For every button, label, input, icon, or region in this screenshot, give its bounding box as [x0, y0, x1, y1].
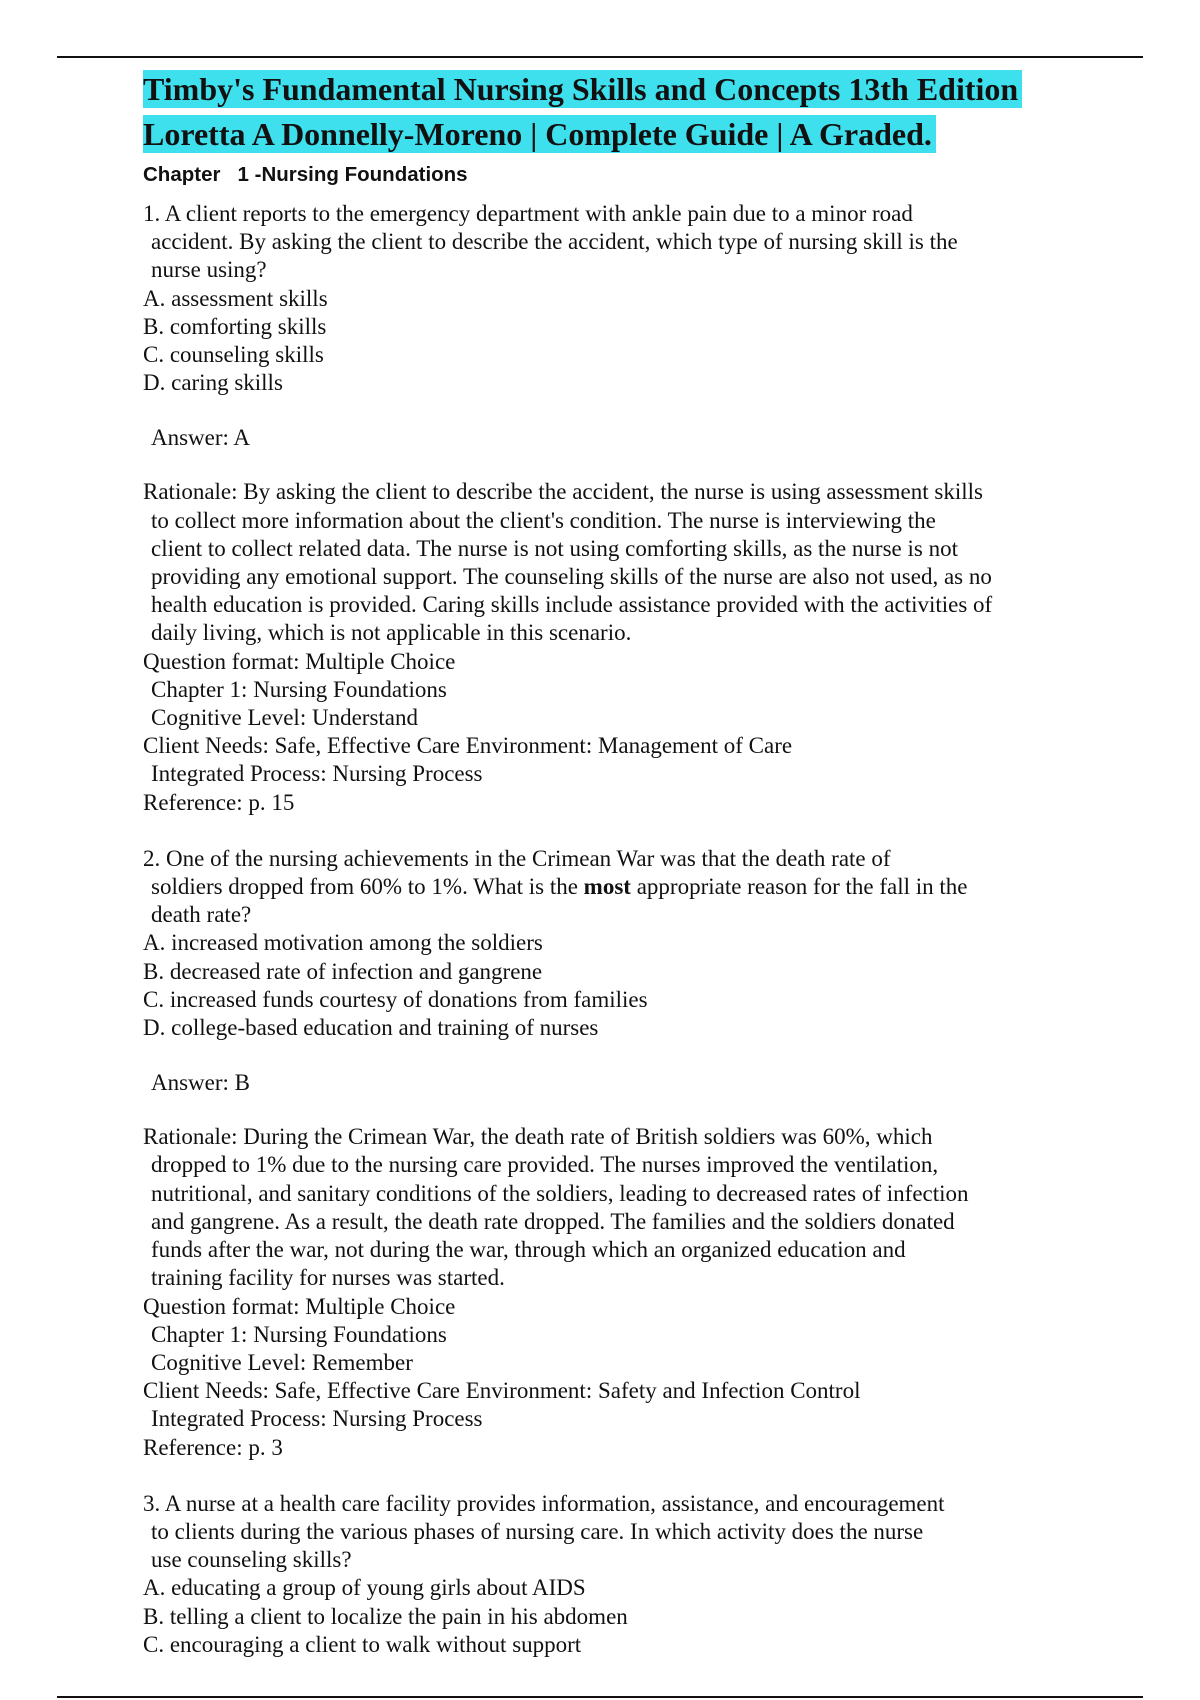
rationale-line: health education is provided. Caring skills include assistance provided with the activities of	[151, 592, 993, 618]
answer-option: A. educating a group of young girls about AIDS	[143, 1575, 586, 1601]
question-stem-line: to clients during the various phases of nursing care. In which activity does the nurse	[151, 1518, 924, 1544]
integrated-process: Integrated Process: Nursing Process	[151, 761, 483, 787]
stem-text: soldiers dropped from 60% to 1%. What is the	[151, 874, 584, 900]
question-stem-line: 3. A nurse at a health care facility provides information, assistance, and encouragement	[143, 1490, 945, 1516]
question-stem-line: accident. By asking the client to describe the accident, which type of nursing skill is the	[151, 229, 958, 255]
question-format: Question format: Multiple Choice	[143, 648, 456, 674]
question-stem-line: death rate?	[151, 902, 252, 928]
answer-option: D. caring skills	[143, 370, 283, 396]
question-format: Question format: Multiple Choice	[143, 1293, 456, 1319]
rationale-line: nutritional, and sanitary conditions of the soldiers, leading to decreased rates of infection	[151, 1180, 969, 1206]
rationale-line: training facility for nurses was started.	[151, 1265, 505, 1291]
rationale-line: providing any emotional support. The counseling skills of the nurse are also not used, as no	[151, 564, 992, 590]
rationale-line: Rationale: By asking the client to describe the accident, the nurse is using assessment skills	[143, 479, 983, 505]
question-3	[143, 1490, 1088, 1659]
rationale	[143, 1123, 1088, 1292]
question-chapter: Chapter 1: Nursing Foundations	[151, 1321, 447, 1347]
answer-option: C. encouraging a client to walk without support	[143, 1631, 582, 1657]
answer-option: B. decreased rate of infection and gangrene	[143, 958, 543, 984]
question-stem-line: use counseling skills?	[151, 1547, 352, 1573]
title-line-1: Timby's Fundamental Nursing Skills and Concepts 13th Edition	[143, 70, 1022, 108]
answer-option: A. increased motivation among the soldiers	[143, 930, 543, 956]
rationale-line: to collect more information about the client's condition. The nurse is interviewing the	[151, 507, 936, 533]
client-needs: Client Needs: Safe, Effective Care Environment: Management of Care	[143, 733, 793, 759]
rationale-line: client to collect related data. The nurse is not using comforting skills, as the nurse is not	[151, 535, 958, 561]
cognitive-level: Cognitive Level: Understand	[151, 705, 418, 731]
page-reference: Reference: p. 3	[143, 1434, 283, 1460]
stem-text: appropriate reason for the fall in the	[630, 874, 968, 900]
answer-option: B. telling a client to localize the pain in his abdomen	[143, 1603, 628, 1629]
correct-answer: Answer: A	[151, 425, 251, 451]
document-title	[143, 70, 1088, 160]
answer-option: B. comforting skills	[143, 313, 327, 339]
title-line-2: Loretta A Donnelly-Moreno | Complete Guide | A Graded.	[143, 115, 936, 153]
cognitive-level: Cognitive Level: Remember	[151, 1349, 413, 1375]
answer-option: A. assessment skills	[143, 285, 328, 311]
document-content	[143, 70, 1088, 1659]
correct-answer: Answer: B	[151, 1070, 251, 1096]
rationale-line: dropped to 1% due to the nursing care provided. The nurses improved the ventilation,	[151, 1152, 939, 1178]
page-reference: Reference: p. 15	[143, 789, 295, 815]
answer-option: C. increased funds courtesy of donations from families	[143, 986, 648, 1012]
chapter-heading: Chapter 1 -Nursing Foundations	[143, 163, 468, 186]
question-2	[143, 845, 1088, 1462]
client-needs: Client Needs: Safe, Effective Care Environment: Safety and Infection Control	[143, 1378, 861, 1404]
answer-option: D. college-based education and training of nurses	[143, 1015, 599, 1041]
integrated-process: Integrated Process: Nursing Process	[151, 1406, 483, 1432]
question-stem-line: nurse using?	[151, 257, 267, 283]
rationale	[143, 478, 1088, 647]
bottom-rule	[57, 1696, 1143, 1698]
question-1	[143, 200, 1088, 817]
question-stem-line	[143, 873, 1088, 901]
top-rule	[57, 56, 1143, 58]
rationale-line: funds after the war, not during the war, through which an organized education and	[151, 1237, 906, 1263]
answer-option: C. counseling skills	[143, 342, 324, 368]
rationale-line: daily living, which is not applicable in this scenario.	[151, 620, 632, 646]
rationale-line: and gangrene. As a result, the death rate dropped. The families and the soldiers donated	[151, 1208, 955, 1234]
rationale-line: Rationale: During the Crimean War, the death rate of British soldiers was 60%, which	[143, 1124, 933, 1150]
question-stem-line: 1. A client reports to the emergency department with ankle pain due to a minor road	[143, 201, 913, 226]
question-stem-line: 2. One of the nursing achievements in the Crimean War was that the death rate of	[143, 845, 891, 871]
stem-emphasis: most	[583, 874, 631, 900]
question-chapter: Chapter 1: Nursing Foundations	[151, 676, 447, 702]
